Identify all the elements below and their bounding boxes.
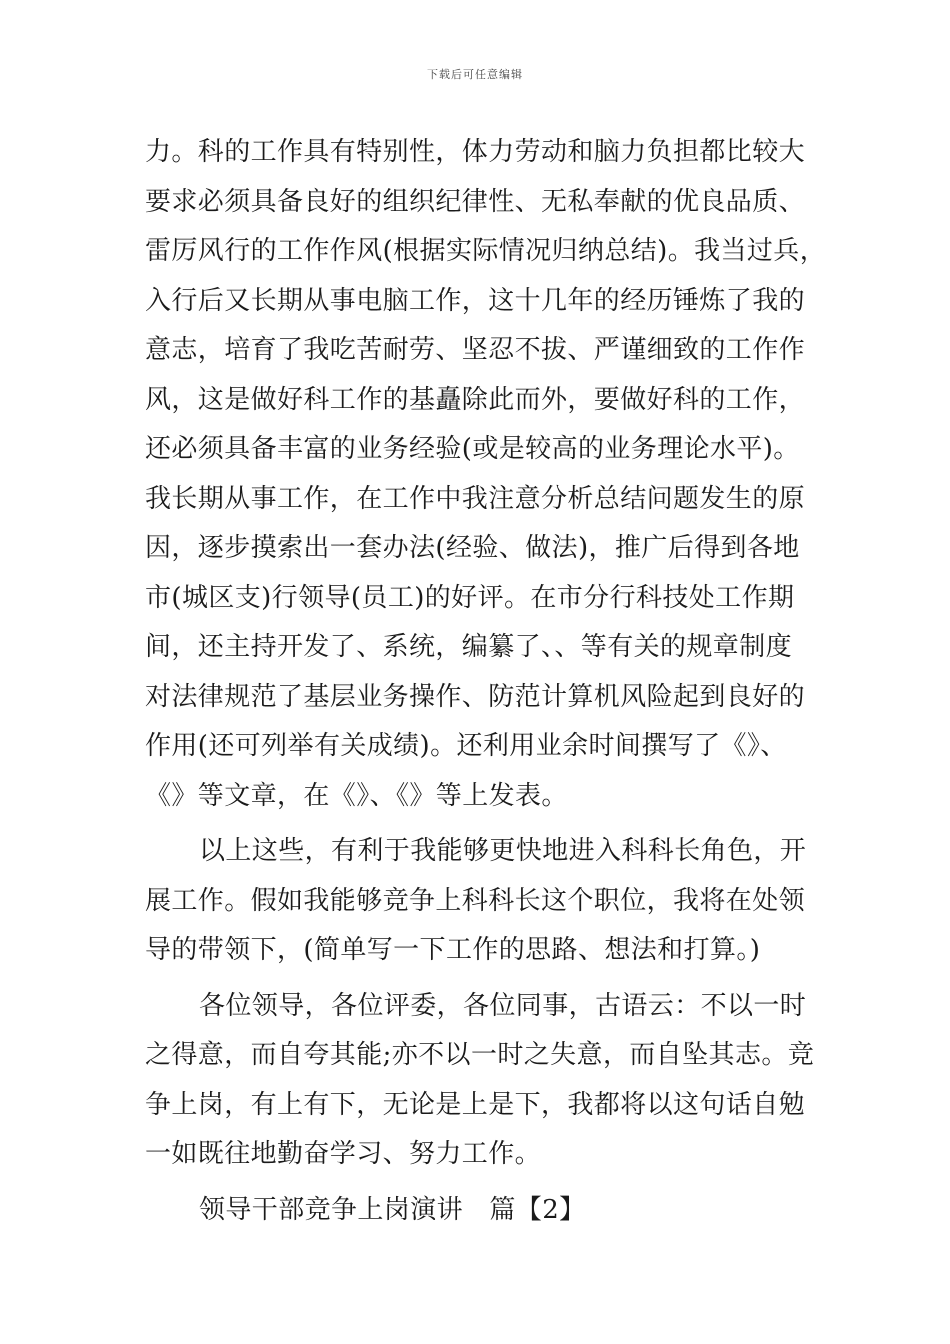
text-line: 还必须具备丰富的业务经验(或是较高的业务理论水平)。 — [145, 434, 800, 464]
page-header-note: 下载后可任意编辑 — [427, 68, 523, 81]
text-line: 要求必须具备良好的组织纪律性、无私奉献的优良品质、 — [145, 186, 806, 217]
text-line: 争上岗，有上有下，无论是上是下，我都将以这句话自勉 — [145, 1089, 806, 1120]
text-line: 各位领导，各位评委，各位同事，古语云：不以一时 — [199, 990, 807, 1021]
text-line: 之得意，而自夸其能;亦不以一时之失意，而自坠其志。竞 — [145, 1040, 815, 1070]
text-line: 一如既往地勤奋学习、努力工作。 — [145, 1139, 542, 1169]
text-line: 入行后又长期从事电脑工作，这十几年的经历锤炼了我的 — [145, 285, 806, 316]
paragraph — [145, 827, 825, 976]
text-line: 展工作。假如我能够竞争上科科长这个职位，我将在处领 — [145, 885, 806, 916]
text-line: 间，还主持开发了、系统，编纂了、、等有关的规章制度 — [145, 632, 793, 662]
text-line: 对法律规范了基层业务操作、防范计算机风险起到良好的 — [145, 681, 806, 712]
text-line: 意志，培育了我吃苦耐劳、坚忍不拔、严谨细致的工作作 — [145, 335, 806, 365]
text-line: 《》等文章，在《》、《》等上发表。 — [145, 780, 568, 811]
document-body — [145, 128, 825, 1235]
paragraph — [145, 982, 825, 1180]
text-line: 风，这是做好科工作的基矗除此而外，要做好科的工作， — [145, 384, 806, 415]
text-line: 雷厉风行的工作作风(根据实际情况归纳总结)。我当过兵， — [145, 236, 827, 266]
text-line: 因，逐步摸索出一套办法(经验、做法)，推广后得到各地 — [145, 533, 800, 563]
text-line: 导的带领下，(简单写一下工作的思路、想法和打算。) — [145, 935, 761, 965]
section-heading: 领导干部竞争上岗演讲 篇【2】 — [199, 1194, 586, 1225]
text-line: 作用(还可列举有关成绩)。还利用业余时间撰写了《》、 — [145, 731, 787, 761]
text-line: 以上这些，有利于我能够更快地进入科科长角色，开 — [199, 836, 807, 866]
text-line: 我长期从事工作，在工作中我注意分析总结问题发生的原 — [145, 483, 806, 514]
paragraph — [145, 128, 825, 821]
text-line: 市(城区支)行领导(员工)的好评。在市分行科技处工作期 — [145, 582, 795, 613]
text-line: 力。科的工作具有特别性，体力劳动和脑力负担都比较大 — [145, 137, 806, 167]
